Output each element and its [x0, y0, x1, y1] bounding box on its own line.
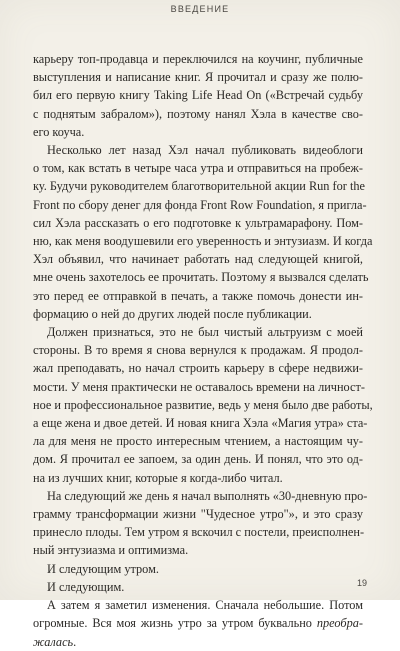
text-line: Хэл объявил, что начинает работать над следующей книгой,	[33, 252, 363, 267]
text-line: ный энтузиазма и оптимизма.	[33, 543, 189, 558]
text-line: А затем я заметил изменения. Сначала небольшие. Потом	[47, 598, 363, 613]
body-text	[33, 50, 373, 651]
text-line: мости. У меня практически не оставалось времени на личност-	[33, 379, 365, 394]
text-fragment: .	[73, 634, 77, 649]
text-line: с поднятым забралом»), поэтому нанял Хэла в качестве сво-	[33, 106, 363, 121]
text-line: стороны. В то время я снова вернулся к продажам. Я продол-	[33, 343, 363, 358]
text-line: Несколько лет назад Хэл начал публиковать видеоблоги	[47, 143, 363, 158]
text-line: ку. Будучи руководителем благотворительной акции Run for the	[33, 179, 365, 194]
text-line: а еще жена и двое детей. И новая книга Хэла «Магия утра» ста-	[33, 416, 368, 431]
text-line: принесло плоды. Тем утром я вскочил с постели, преисполнен-	[33, 525, 365, 540]
text-line	[33, 633, 363, 651]
text-line: сил Хэла рассказать о его подготовке к ультрамарафону. Пом-	[33, 215, 363, 230]
paragraph-5	[33, 560, 363, 578]
text-line: формацию о ней до других людей после публикации.	[33, 306, 312, 321]
text-line: его коуча.	[33, 124, 85, 139]
text-line: И следующим утром.	[47, 561, 159, 576]
text-line: И следующим.	[47, 579, 125, 594]
text-line: Должен признаться, это не был чистый альтруизм с моей	[47, 325, 363, 340]
text-line: жал преподавать, но начал строить карьеру в сфере недвижи-	[33, 361, 363, 376]
paragraph-3	[33, 323, 373, 487]
text-line: на из лучших книг, которые я когда-либо читал.	[33, 470, 283, 485]
text-line: На следующий же день я начал выполнять «30-дневную про-	[47, 488, 368, 503]
text-fragment: огромные. Вся моя жизнь утро за утром буквально	[33, 616, 317, 631]
text-line: грамму трансформации жизни "Чудесное утро"», и это сразу	[33, 507, 363, 522]
text-line: ла для меня не просто интересным чтением, а настоящим чу-	[33, 434, 363, 449]
running-head: ВВЕДЕНИЕ	[170, 4, 230, 14]
text-line: Front по сбору денег для фонда Front Row Foundation, я пригла-	[33, 197, 367, 212]
text-line: мне очень захотелось ее прочитать. Поэтому я вызвался сделать	[33, 270, 369, 285]
text-line: выступления и написание книг. Я прочитал и сразу же полю-	[33, 70, 363, 85]
italic-text-fragment: преобра-	[316, 616, 363, 631]
text-line: карьеру топ-продавца и переключился на коучинг, публичные	[33, 52, 363, 66]
text-line: дом. Я прочитал ее запоем, за один день. И понял, что это од-	[33, 452, 363, 467]
paragraph-1	[33, 50, 363, 141]
text-line: ное и профессиональное развитие, ведь у меня было две работы,	[33, 397, 373, 412]
text-line: ню, как меня воодушевили его уверенность и энтузиазм. И когда	[33, 234, 373, 249]
paragraph-2	[33, 141, 373, 323]
text-line: бил его первую книгу Taking Life Head On («Встречай судьбу	[33, 88, 363, 103]
italic-text-fragment: жалась	[33, 634, 74, 649]
paragraph-6	[33, 578, 363, 596]
paragraph-7	[33, 596, 363, 651]
paragraph-4	[33, 487, 368, 560]
page-number: 19	[356, 578, 367, 588]
text-line: о том, как встать в четыре часа утра и отправиться на пробеж-	[33, 161, 363, 176]
text-line	[33, 614, 363, 632]
text-line: это перед ее отправкой в печать, а также помочь донести ин-	[33, 288, 363, 303]
